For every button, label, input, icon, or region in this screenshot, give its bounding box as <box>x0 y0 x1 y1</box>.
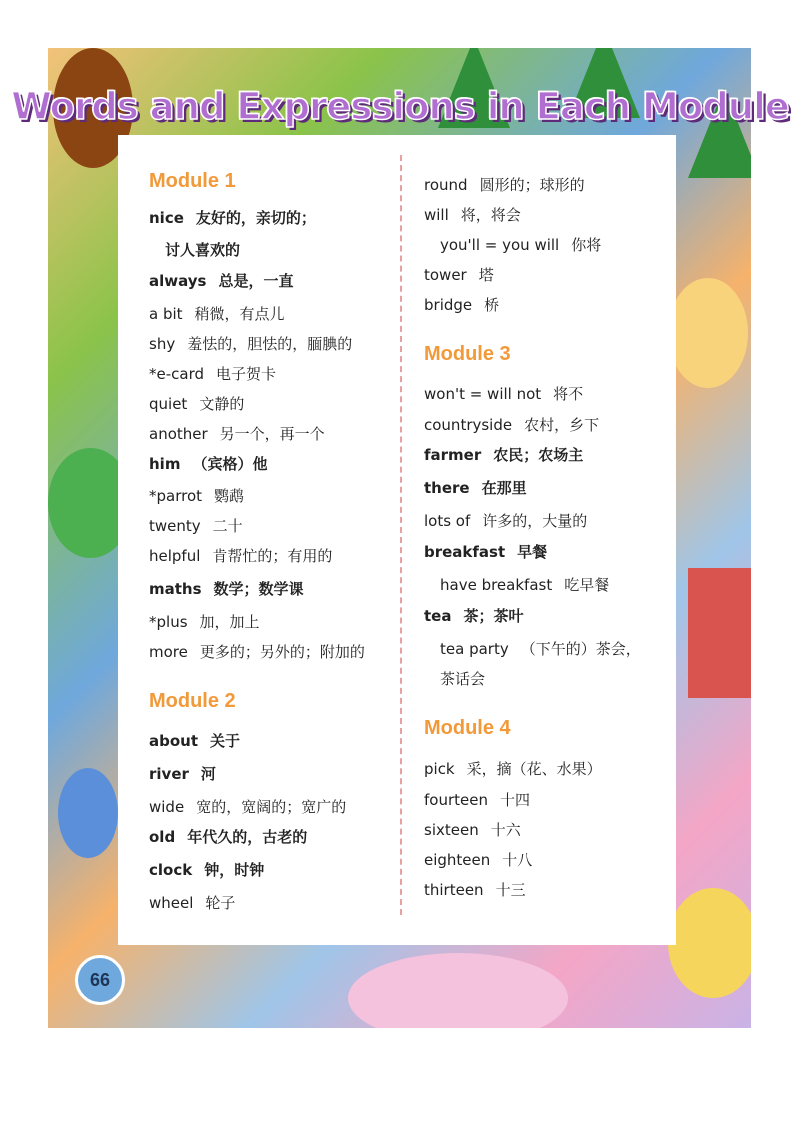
vocab-item: countryside 农村，乡下 <box>424 416 600 434</box>
vocab-item: 茶话会 <box>440 670 486 688</box>
vocab-item: clock 钟，时钟 <box>149 861 265 879</box>
vocab-item: bridge 桥 <box>424 296 500 314</box>
vocab-item: quiet 文静的 <box>149 395 245 413</box>
vocab-item: lots of 许多的，大量的 <box>424 512 588 530</box>
vocab-item: thirteen 十三 <box>424 881 526 899</box>
vocab-item: him （宾格）他 <box>149 455 268 473</box>
vocab-item: farmer 农民；农场主 <box>424 446 584 464</box>
vocab-item: fourteen 十四 <box>424 791 530 809</box>
vocab-item: have breakfast 吃早餐 <box>440 576 610 594</box>
vocab-item: tower 塔 <box>424 266 494 284</box>
vocab-item: tea party （下午的）茶会， <box>440 640 641 658</box>
vocab-item: will 将，将会 <box>424 206 521 224</box>
vocab-item: about 关于 <box>149 732 241 750</box>
vocab-item: tea 茶；茶叶 <box>424 607 524 625</box>
vocab-item: wide 宽的，宽阔的；宽广的 <box>149 798 347 816</box>
column-divider <box>400 155 402 915</box>
vocab-item: pick 采，摘（花、水果） <box>424 760 602 778</box>
vocab-item: *plus 加，加上 <box>149 613 260 631</box>
vocab-item: there 在那里 <box>424 479 527 497</box>
character-illustration <box>668 278 748 388</box>
vocab-item: 讨人喜欢的 <box>165 241 241 259</box>
vocab-item: twenty 二十 <box>149 517 243 535</box>
module-3-heading: Module 3 <box>424 343 511 365</box>
vocab-item: round 圆形的；球形的 <box>424 176 585 194</box>
vocab-item: more 更多的；另外的；附加的 <box>149 643 365 661</box>
module-4-heading: Module 4 <box>424 717 511 739</box>
vocab-item: maths 数学；数学课 <box>149 580 304 598</box>
vocab-item: old 年代久的，古老的 <box>149 828 308 846</box>
vocab-item: nice 友好的，亲切的； <box>149 209 316 227</box>
vocab-item: shy 羞怯的，胆怯的，腼腆的 <box>149 335 353 353</box>
character-illustration <box>58 768 118 858</box>
page-title: Words and Expressions in Each Module <box>11 85 789 128</box>
module-1-heading: Module 1 <box>149 170 236 192</box>
page-number: 66 <box>75 955 125 1005</box>
vocab-item: *parrot 鹦鹉 <box>149 487 245 505</box>
vocab-item: another 另一个，再一个 <box>149 425 325 443</box>
vocab-item: won't = will not 将不 <box>424 385 584 403</box>
cloud-illustration <box>348 953 568 1028</box>
vocab-item: breakfast 早餐 <box>424 543 548 561</box>
vocab-item: river 河 <box>149 765 216 783</box>
house-illustration <box>688 568 751 698</box>
vocab-item: you'll = you will 你将 <box>440 236 602 254</box>
module-2-heading: Module 2 <box>149 690 236 712</box>
vocab-item: a bit 稍微，有点儿 <box>149 305 285 323</box>
vocab-item: *e-card 电子贺卡 <box>149 365 277 383</box>
vocab-item: always 总是，一直 <box>149 272 294 290</box>
vocab-item: eighteen 十八 <box>424 851 533 869</box>
character-illustration <box>668 888 751 998</box>
vocab-item: sixteen 十六 <box>424 821 521 839</box>
vocab-item: helpful 肯帮忙的；有用的 <box>149 547 333 565</box>
vocab-item: wheel 轮子 <box>149 894 236 912</box>
